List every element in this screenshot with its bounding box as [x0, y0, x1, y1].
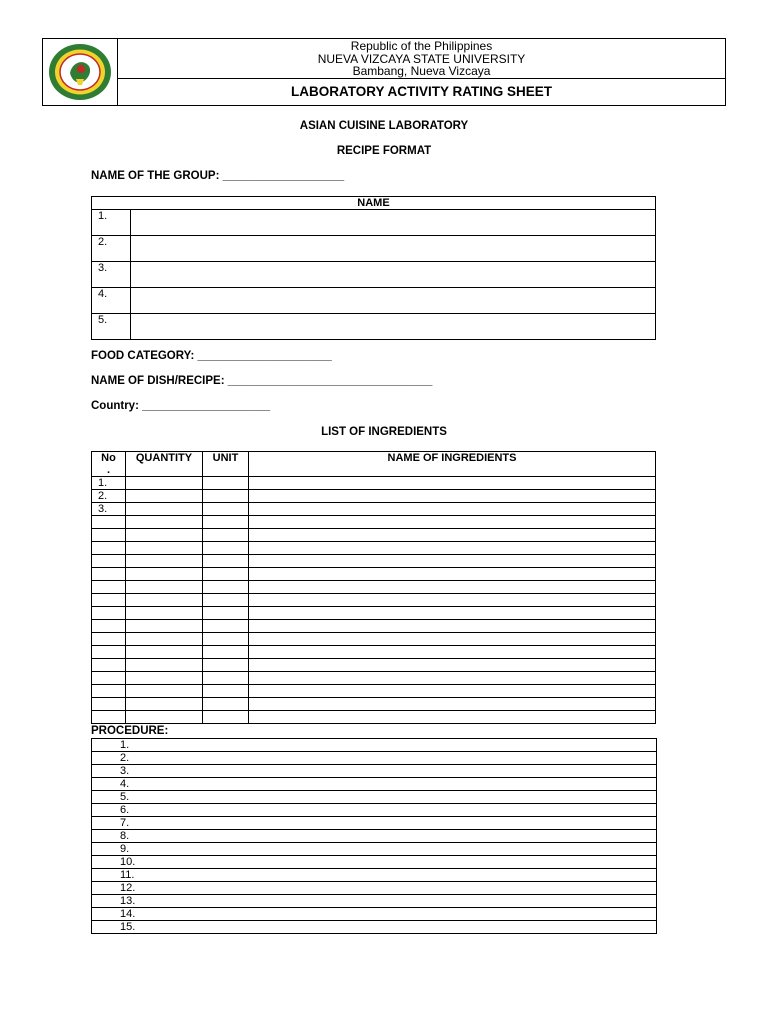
table-row: [92, 490, 656, 503]
table-row: [92, 778, 657, 791]
table-row: [92, 843, 657, 856]
ingredient-name-cell: [249, 711, 656, 724]
header-university: NUEVA VIZCAYA STATE UNIVERSITY: [317, 51, 526, 66]
row-number: [92, 659, 126, 672]
header-institution: [118, 39, 725, 79]
subtitle-laboratory: ASIAN CUISINE LABORATORY: [299, 120, 469, 132]
logo-cell: [43, 39, 118, 105]
unit-cell: [203, 503, 249, 516]
unit-cell: [203, 490, 249, 503]
table-row: [92, 529, 656, 542]
ingredient-name-column-header: NAME OF INGREDIENTS: [249, 452, 656, 477]
quantity-cell: [126, 542, 203, 555]
no-column-header: No .: [92, 452, 126, 477]
ingredient-name-cell: [249, 490, 656, 503]
unit-cell: [203, 594, 249, 607]
quantity-cell: [126, 581, 203, 594]
table-row: [92, 314, 656, 340]
unit-cell: [203, 542, 249, 555]
table-row: [92, 568, 656, 581]
row-number: [92, 529, 126, 542]
table-row: [92, 262, 656, 288]
ingredient-name-cell: [249, 568, 656, 581]
table-row: [92, 477, 656, 490]
quantity-cell: [126, 607, 203, 620]
row-number: 2.: [92, 236, 131, 262]
ingredient-name-cell: [249, 659, 656, 672]
table-row: [92, 830, 657, 843]
row-number: [92, 516, 126, 529]
table-row: [92, 856, 657, 869]
row-number: 1.: [92, 210, 131, 236]
procedure-step: 13.: [92, 895, 657, 908]
quantity-cell: [126, 503, 203, 516]
sheet-title: LABORATORY ACTIVITY RATING SHEET: [290, 84, 552, 99]
food-category-field: FOOD CATEGORY: _____________________: [91, 350, 332, 362]
unit-cell: [203, 568, 249, 581]
quantity-cell: [126, 477, 203, 490]
table-row: [92, 765, 657, 778]
member-name-cell: [131, 288, 656, 314]
quantity-cell: [126, 633, 203, 646]
unit-cell: [203, 659, 249, 672]
quantity-cell: [126, 711, 203, 724]
table-row: [92, 739, 657, 752]
quantity-cell: [126, 659, 203, 672]
table-row: [92, 236, 656, 262]
unit-cell: [203, 698, 249, 711]
header-location: Bambang, Nueva Vizcaya: [352, 64, 491, 78]
dish-name-field: NAME OF DISH/RECIPE: ________________________________: [91, 375, 433, 387]
table-row: [92, 516, 656, 529]
row-number: [92, 620, 126, 633]
ingredient-name-cell: [249, 555, 656, 568]
procedure-step: 11.: [92, 869, 657, 882]
table-row: [92, 542, 656, 555]
unit-cell: [203, 620, 249, 633]
member-name-cell: [131, 262, 656, 288]
procedure-step: 1.: [92, 739, 657, 752]
unit-cell: [203, 633, 249, 646]
country-field: Country: ____________________: [91, 400, 271, 412]
table-row: [92, 711, 656, 724]
row-number: 3.: [92, 503, 126, 516]
row-number: [92, 672, 126, 685]
row-number: 3.: [92, 262, 131, 288]
unit-cell: [203, 607, 249, 620]
procedure-step: 14.: [92, 908, 657, 921]
row-number: [92, 555, 126, 568]
group-name-field: NAME OF THE GROUP: ___________________: [91, 170, 345, 182]
table-row: [92, 698, 656, 711]
ingredient-name-cell: [249, 620, 656, 633]
ingredient-name-cell: [249, 685, 656, 698]
ingredient-name-cell: [249, 529, 656, 542]
table-row: [92, 869, 657, 882]
subtitle-recipe-format: RECIPE FORMAT: [336, 145, 432, 157]
unit-cell: [203, 555, 249, 568]
procedure-step: 6.: [92, 804, 657, 817]
procedure-step: 2.: [92, 752, 657, 765]
table-row: [92, 791, 657, 804]
ingredient-name-cell: [249, 503, 656, 516]
table-row: [92, 607, 656, 620]
row-number: 4.: [92, 288, 131, 314]
table-row: [92, 646, 656, 659]
ingredient-name-cell: [249, 633, 656, 646]
table-row: [92, 581, 656, 594]
ingredient-name-cell: [249, 542, 656, 555]
ingredient-name-cell: [249, 516, 656, 529]
table-row: [92, 633, 656, 646]
row-number: [92, 542, 126, 555]
procedure-step: 15.: [92, 921, 657, 934]
procedure-step: 10.: [92, 856, 657, 869]
quantity-cell: [126, 672, 203, 685]
table-row: [92, 555, 656, 568]
table-header-row: [92, 452, 656, 477]
quantity-cell: [126, 594, 203, 607]
procedure-step: 4.: [92, 778, 657, 791]
ingredient-name-cell: [249, 477, 656, 490]
row-number: 5.: [92, 314, 131, 340]
table-row: [92, 672, 656, 685]
unit-cell: [203, 529, 249, 542]
quantity-cell: [126, 490, 203, 503]
row-number: [92, 646, 126, 659]
table-row: [92, 752, 657, 765]
table-row: [92, 210, 656, 236]
procedure-step: 7.: [92, 817, 657, 830]
procedure-step: 12.: [92, 882, 657, 895]
row-number: [92, 607, 126, 620]
ingredient-name-cell: [249, 646, 656, 659]
quantity-cell: [126, 568, 203, 581]
ingredient-name-cell: [249, 594, 656, 607]
row-number: 1.: [92, 477, 126, 490]
ingredient-name-cell: [249, 698, 656, 711]
row-number: 2.: [92, 490, 126, 503]
table-header-row: [92, 197, 656, 210]
table-row: [92, 685, 656, 698]
quantity-cell: [126, 685, 203, 698]
quantity-cell: [126, 646, 203, 659]
unit-cell: [203, 477, 249, 490]
unit-cell: [203, 685, 249, 698]
ingredient-name-cell: [249, 581, 656, 594]
procedure-step: 3.: [92, 765, 657, 778]
unit-cell: [203, 516, 249, 529]
unit-column-header: UNIT: [203, 452, 249, 477]
document-header: [42, 38, 726, 106]
unit-cell: [203, 646, 249, 659]
table-row: [92, 895, 657, 908]
quantity-column-header: QUANTITY: [126, 452, 203, 477]
table-row: [92, 921, 657, 934]
procedure-step: 9.: [92, 843, 657, 856]
quantity-cell: [126, 620, 203, 633]
header-country: Republic of the Philippines: [350, 39, 493, 53]
quantity-cell: [126, 516, 203, 529]
quantity-cell: [126, 555, 203, 568]
table-row: [92, 804, 657, 817]
member-name-cell: [131, 210, 656, 236]
table-row: [92, 620, 656, 633]
row-number: [92, 698, 126, 711]
row-number: [92, 685, 126, 698]
row-number: [92, 711, 126, 724]
university-seal-icon: [48, 43, 112, 101]
procedure-table: [91, 738, 657, 934]
member-name-cell: [131, 236, 656, 262]
ingredient-name-cell: [249, 607, 656, 620]
name-column-header: NAME: [92, 197, 656, 210]
table-row: [92, 288, 656, 314]
table-row: [92, 594, 656, 607]
ingredient-name-cell: [249, 672, 656, 685]
ingredients-title: LIST OF INGREDIENTS: [321, 426, 447, 438]
table-row: [92, 659, 656, 672]
unit-cell: [203, 672, 249, 685]
procedure-step: 5.: [92, 791, 657, 804]
unit-cell: [203, 711, 249, 724]
table-row: [92, 817, 657, 830]
member-name-table: [91, 196, 656, 340]
unit-cell: [203, 581, 249, 594]
row-number: [92, 594, 126, 607]
quantity-cell: [126, 529, 203, 542]
row-number: [92, 581, 126, 594]
procedure-label: PROCEDURE:: [91, 725, 169, 737]
member-name-cell: [131, 314, 656, 340]
row-number: [92, 568, 126, 581]
table-row: [92, 882, 657, 895]
table-row: [92, 503, 656, 516]
quantity-cell: [126, 698, 203, 711]
ingredients-table: [91, 451, 656, 724]
row-number: [92, 633, 126, 646]
table-row: [92, 908, 657, 921]
procedure-step: 8.: [92, 830, 657, 843]
